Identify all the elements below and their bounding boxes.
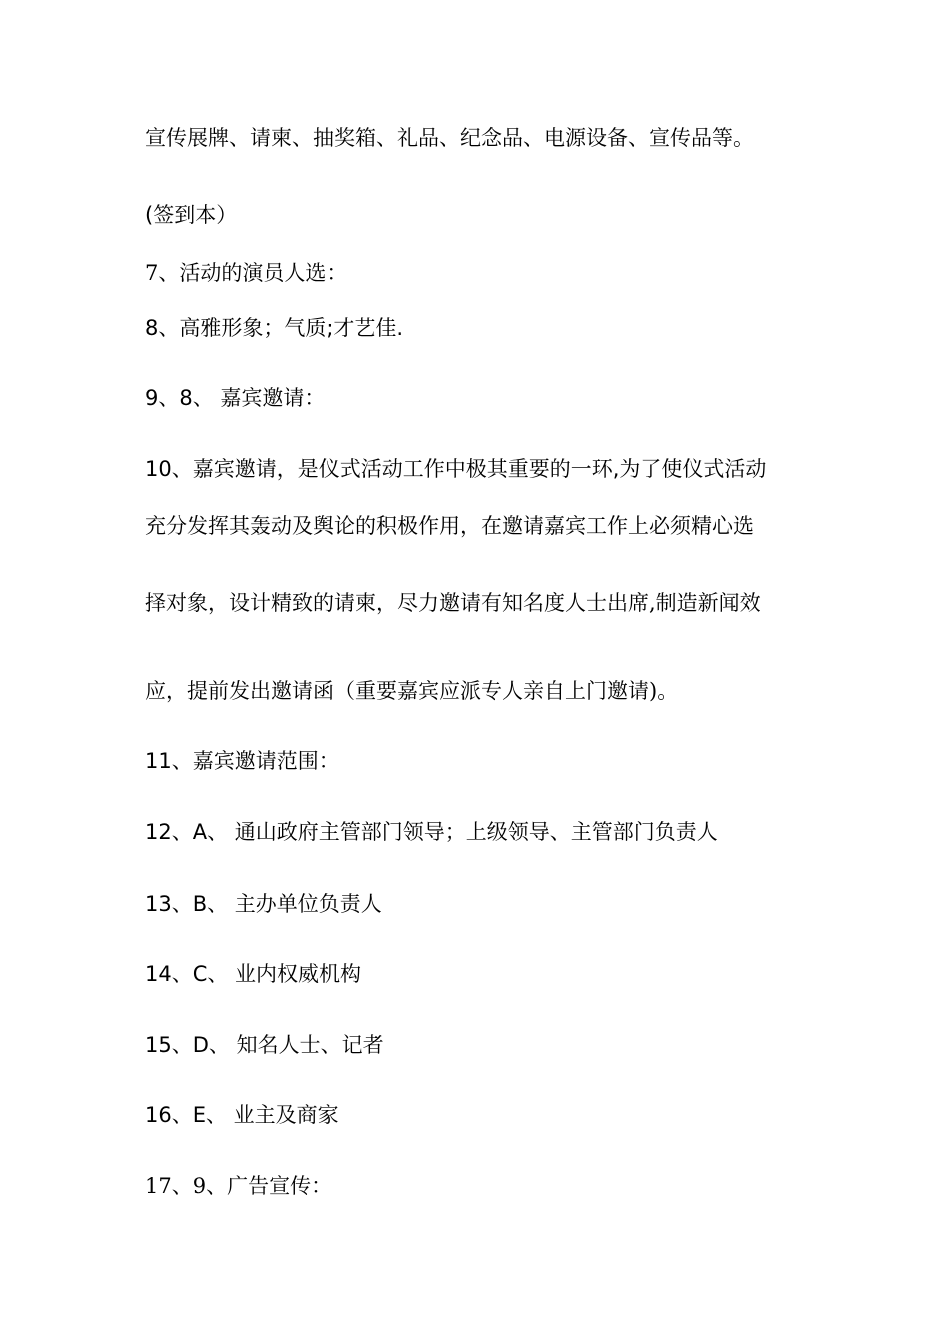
text-line-guest-invitation-heading: 9、8、 嘉宾邀请： bbox=[145, 386, 326, 410]
text-line-advertising-heading: 17、9、广告宣传： bbox=[145, 1174, 333, 1198]
text-line-guest-invitation-paragraph-4: 应，提前发出邀请函（重要嘉宾应派专人亲自上门邀请)。 bbox=[145, 679, 679, 703]
text-line-performer-criteria: 8、高雅形象；气质;才艺佳. bbox=[145, 316, 404, 340]
text-line-sign-in-book: (签到本） bbox=[145, 203, 238, 227]
text-line-performers-heading: 7、活动的演员人选： bbox=[145, 261, 348, 285]
text-line-scope-c: 14、C、 业内权威机构 bbox=[145, 962, 362, 986]
text-line-scope-b: 13、B、 主办单位负责人 bbox=[145, 892, 382, 916]
text-line-invitation-scope-heading: 11、嘉宾邀请范围： bbox=[145, 749, 340, 773]
text-line-guest-invitation-paragraph-3: 择对象，设计精致的请柬，尽力邀请有知名度人士出席,制造新闻效 bbox=[145, 591, 761, 615]
text-line-scope-e: 16、E、 业主及商家 bbox=[145, 1103, 339, 1127]
text-line-scope-a: 12、A、 通山政府主管部门领导；上级领导、主管部门负责人 bbox=[145, 820, 718, 844]
text-line-scope-d: 15、D、 知名人士、记者 bbox=[145, 1033, 384, 1057]
text-line-guest-invitation-paragraph-1: 10、嘉宾邀请，是仪式活动工作中极其重要的一环,为了使仪式活动 bbox=[145, 457, 767, 481]
text-line-guest-invitation-paragraph-2: 充分发挥其轰动及舆论的积极作用，在邀请嘉宾工作上必须精心选 bbox=[145, 514, 754, 538]
text-line-supplies: 宣传展牌、请柬、抽奖箱、礼品、纪念品、电源设备、宣传品等。 bbox=[145, 126, 754, 150]
